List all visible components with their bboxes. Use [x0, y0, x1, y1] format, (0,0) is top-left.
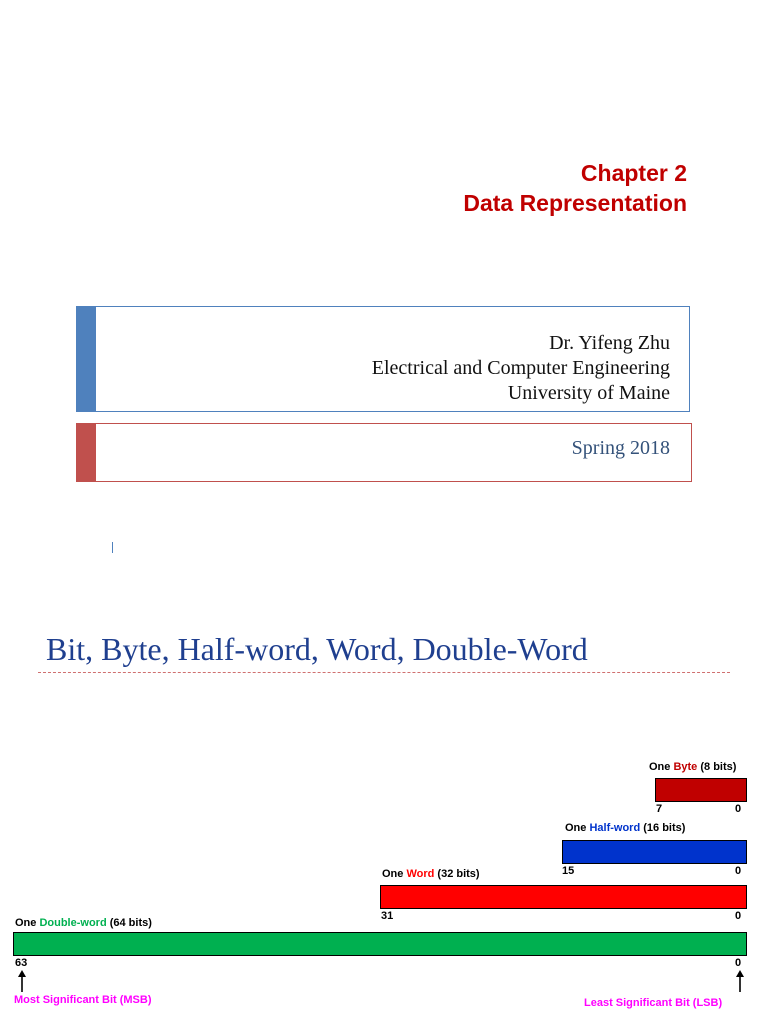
slide-title: Bit, Byte, Half-word, Word, Double-Word	[46, 631, 588, 667]
msb-label: Most Significant Bit (MSB)	[14, 994, 152, 1006]
byte-label-prefix: One	[649, 761, 674, 773]
byte-block	[655, 778, 747, 802]
halfword-label-keyword: Half-word	[589, 822, 641, 834]
author-box-accent-bar	[77, 307, 96, 411]
term-box-accent-bar	[77, 424, 96, 481]
text-cursor-mark	[112, 542, 113, 553]
author-info	[372, 331, 670, 406]
author-department: Electrical and Computer Engineering	[371, 357, 670, 379]
word-block	[380, 885, 747, 909]
halfword-label	[565, 822, 685, 835]
word-high-bit: 31	[381, 910, 394, 922]
lsb-arrow-icon	[735, 970, 745, 992]
byte-high-bit: 7	[656, 803, 663, 815]
term-box	[76, 423, 692, 482]
title-divider	[38, 672, 730, 673]
halfword-label-suffix: (16 bits)	[640, 822, 686, 834]
halfword-label-prefix: One	[565, 822, 590, 834]
byte-label	[649, 761, 736, 774]
word-low-bit: 0	[735, 910, 742, 922]
halfword-high-bit: 15	[562, 865, 575, 877]
author-university: University of Maine	[507, 382, 670, 404]
word-label-suffix: (32 bits)	[434, 868, 480, 880]
doubleword-label-keyword: Double-word	[39, 917, 107, 929]
doubleword-label-suffix: (64 bits)	[106, 917, 152, 929]
word-label-keyword: Word	[406, 868, 435, 880]
doubleword-label-prefix: One	[15, 917, 40, 929]
doubleword-label	[15, 917, 152, 930]
word-label-prefix: One	[382, 868, 407, 880]
doubleword-block	[13, 932, 747, 956]
byte-label-keyword: Byte	[673, 761, 698, 773]
doubleword-high-bit: 63	[15, 957, 28, 969]
chapter-title	[463, 158, 687, 218]
author-box	[76, 306, 690, 412]
word-label	[382, 868, 480, 881]
chapter-subtitle: Data Representation	[463, 190, 687, 216]
byte-label-suffix: (8 bits)	[697, 761, 737, 773]
term-label: Spring 2018	[571, 437, 670, 459]
chapter-number: Chapter 2	[580, 160, 687, 186]
msb-arrow-icon	[17, 970, 27, 992]
lsb-label: Least Significant Bit (LSB)	[584, 997, 723, 1009]
halfword-block	[562, 840, 747, 864]
byte-low-bit: 0	[735, 803, 742, 815]
doubleword-low-bit: 0	[735, 957, 742, 969]
halfword-low-bit: 0	[735, 865, 742, 877]
author-name: Dr. Yifeng Zhu	[549, 332, 670, 354]
